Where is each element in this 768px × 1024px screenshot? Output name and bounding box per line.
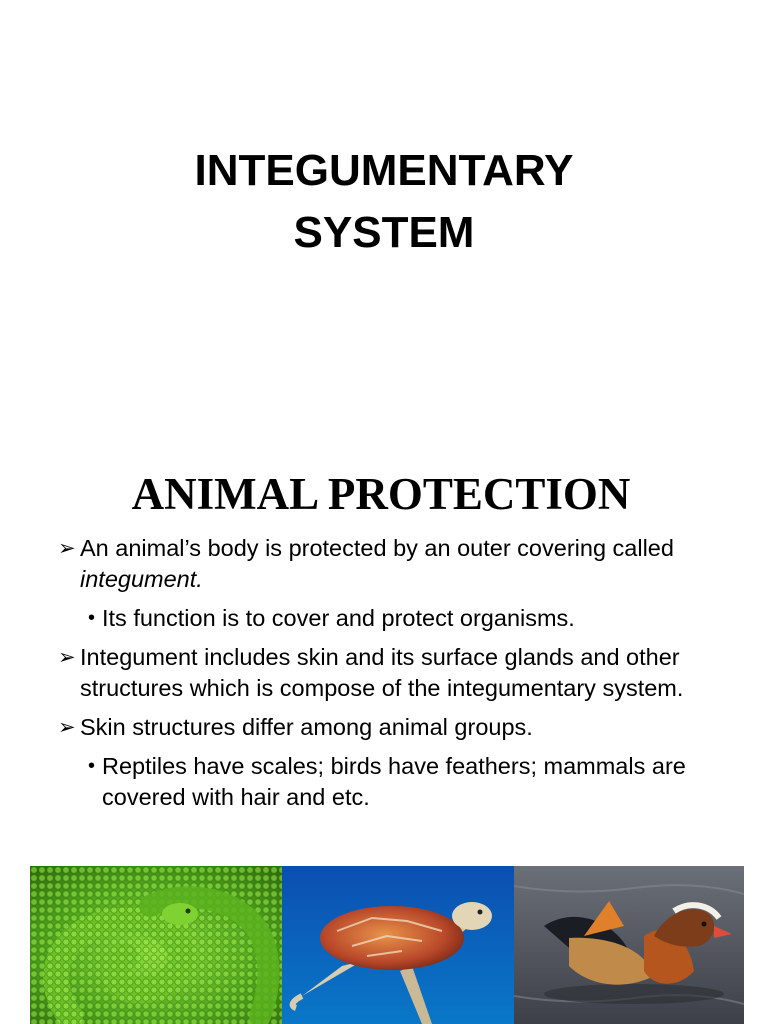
bullet-text: Skin structures differ among animal groups.	[80, 714, 533, 740]
bullet-text: An animal’s body is protected by an outer covering called	[80, 535, 674, 561]
mandarin-duck-photo	[514, 866, 744, 1024]
bullet-item	[58, 533, 748, 595]
dot-bullet-icon: •	[88, 607, 96, 629]
bullet-text: Integument includes skin and its surface glands and other structures which is compose of the integumentary system.	[80, 644, 684, 701]
arrow-bullet-icon: ➢	[58, 646, 76, 669]
green-snake-photo	[30, 866, 282, 1024]
sub-bullet-item	[58, 751, 748, 813]
sea-turtle-photo	[282, 866, 514, 1024]
sub-bullet-text: Its function is to cover and protect organisms.	[102, 605, 575, 631]
section-heading: ANIMAL PROTECTION	[131, 469, 631, 519]
title-line-1: INTEGUMENTARY	[194, 146, 574, 195]
slide-title	[0, 140, 768, 264]
photo-strip	[30, 866, 744, 1024]
title-line-2: SYSTEM	[293, 208, 475, 257]
bullet-item	[58, 712, 748, 743]
bullet-item	[58, 642, 748, 704]
arrow-bullet-icon: ➢	[58, 716, 76, 739]
dot-bullet-icon: •	[88, 755, 96, 777]
bullet-text-emphasis: integument.	[80, 566, 203, 592]
sub-bullet-text: Reptiles have scales; birds have feathers; mammals are covered with hair and etc.	[102, 753, 686, 810]
arrow-bullet-icon: ➢	[58, 537, 76, 560]
sub-bullet-item	[58, 603, 748, 634]
bullet-list	[58, 533, 748, 821]
